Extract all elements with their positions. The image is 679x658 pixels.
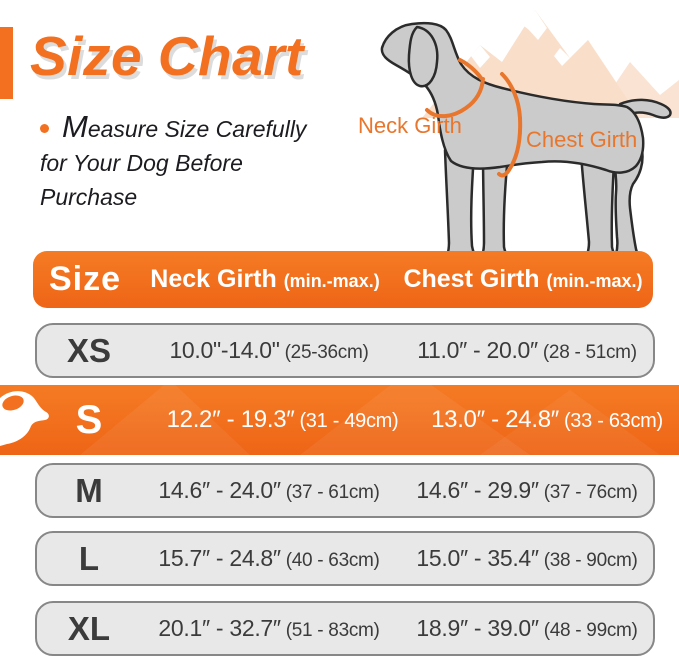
chest-cell (397, 615, 657, 642)
neck-cm: (31 - 49cm) (299, 410, 399, 432)
chest-cm: (38 - 90cm) (543, 550, 638, 571)
size-cell: XS (66, 331, 112, 369)
chest-inches: 18.9″ - 39.0″ (416, 615, 539, 641)
chest-cell (397, 477, 657, 504)
neck-cm: (25-36cm) (284, 342, 369, 363)
dog-front-leg (481, 154, 510, 262)
chest-cm: (28 - 51cm) (542, 342, 637, 363)
neck-inches: 14.6″ - 24.0″ (158, 477, 281, 503)
neck-inches: 15.7″ - 24.8″ (158, 545, 281, 571)
neck-cell (150, 406, 415, 434)
header-chest-girth (393, 265, 653, 294)
neck-cell (141, 615, 397, 642)
neck-cell (141, 337, 397, 364)
note-line1-text: easure Size Carefully (87, 116, 307, 142)
header-neck-sub: (min.-max.) (283, 271, 380, 291)
neck-cm: (40 - 63cm) (285, 550, 380, 571)
neck-cell (141, 545, 397, 572)
chest-cell (397, 337, 657, 364)
page-title: Size Chart (30, 25, 304, 87)
chest-cm: (48 - 99cm) (543, 620, 638, 641)
table-row-xs (35, 323, 655, 378)
chest-inches: 14.6″ - 29.9″ (416, 477, 539, 503)
size-cell: L (78, 539, 100, 577)
header-neck-girth (137, 265, 393, 294)
header-neck-label: Neck Girth (150, 265, 277, 293)
neck-girth-label: Neck Girth (358, 113, 462, 138)
table-row-s-highlighted (0, 385, 679, 455)
size-cell: S (75, 397, 103, 442)
table-header (33, 251, 653, 308)
neck-cell (141, 477, 397, 504)
chest-cell (397, 545, 657, 572)
note-line-2: for Your Dog Before (40, 150, 243, 176)
note-line-1 (40, 110, 360, 146)
note-line-3: Purchase (40, 184, 138, 210)
dog-diagram (330, 0, 679, 270)
neck-cm: (37 - 61cm) (285, 482, 380, 503)
size-cell: M (75, 471, 103, 509)
measure-note (40, 110, 360, 214)
table-row-xl (35, 601, 655, 656)
neck-cm: (51 - 83cm) (285, 620, 380, 641)
header-chest-sub: (min.-max.) (546, 271, 643, 291)
table-row-l (35, 531, 655, 586)
chest-cm: (37 - 76cm) (543, 482, 638, 503)
neck-inches: 12.2″ - 19.3″ (166, 406, 295, 433)
chest-cm: (33 - 63cm) (563, 410, 663, 432)
size-cell: XL (67, 609, 111, 647)
header-size: Size (48, 260, 122, 298)
chest-inches: 11.0″ - 20.0″ (417, 337, 538, 363)
header-chest-label: Chest Girth (403, 265, 540, 293)
chest-cell (415, 406, 679, 434)
neck-inches: 10.0"-14.0" (169, 337, 280, 363)
note-capital: M (62, 109, 88, 144)
chest-inches: 15.0″ - 35.4″ (416, 545, 539, 571)
table-row-m (35, 463, 655, 518)
chest-girth-label: Chest Girth (526, 127, 638, 152)
bullet-icon (40, 124, 49, 133)
neck-inches: 20.1″ - 32.7″ (158, 615, 281, 641)
title-accent-bar (0, 27, 13, 99)
chest-inches: 13.0″ - 24.8″ (431, 406, 559, 433)
